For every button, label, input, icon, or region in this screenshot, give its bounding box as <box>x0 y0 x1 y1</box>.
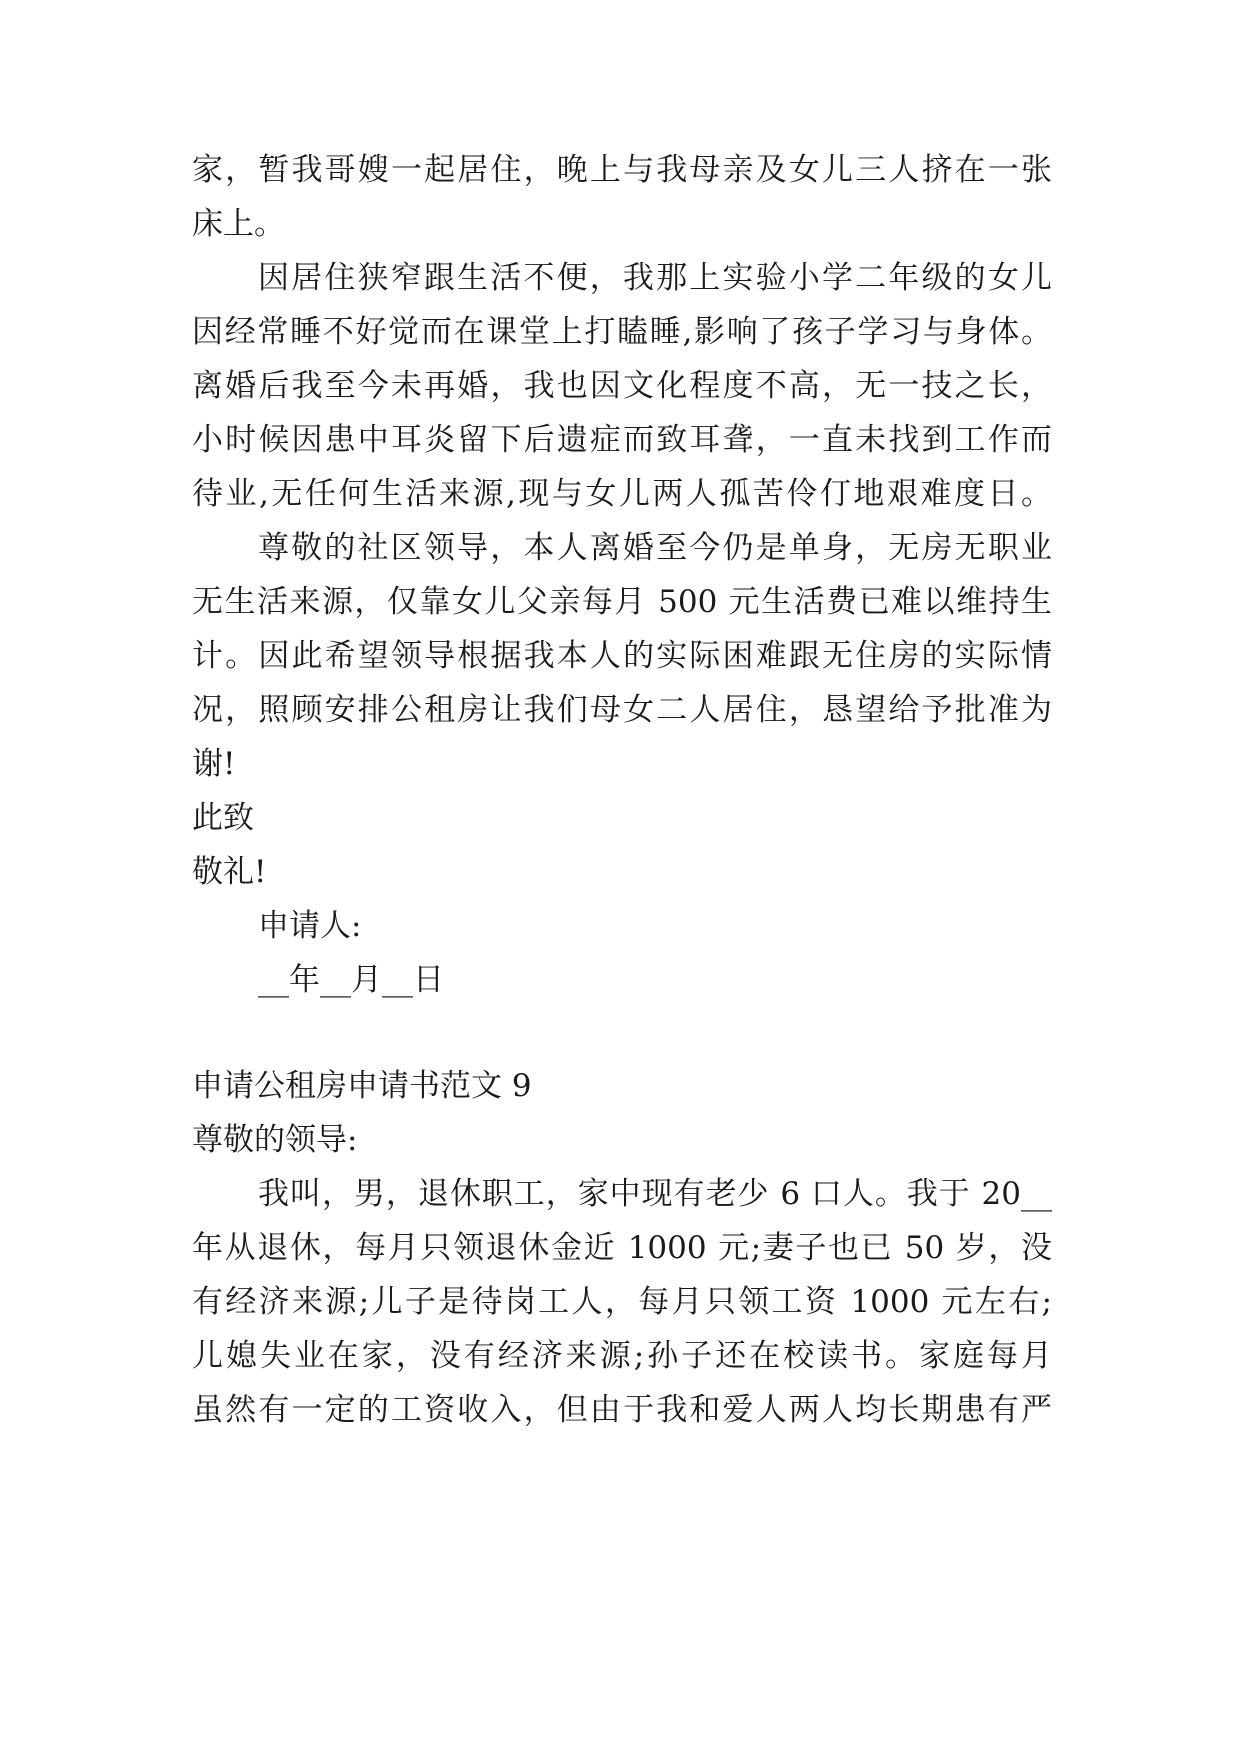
body-line: 待业,无任何生活来源,现与女儿两人孤苦伶仃地艰难度日。 <box>192 476 1052 512</box>
body-line: 虽然有一定的工资收入，但由于我和爱人两人均长期患有严 <box>192 1392 1052 1428</box>
closing-salutation: 此致 <box>192 800 254 836</box>
closing-regards: 敬礼! <box>192 854 267 890</box>
letter-greeting: 尊敬的领导: <box>192 1122 358 1158</box>
body-line: 离婚后我至今未再婚，我也因文化程度不高，无一技之长， <box>192 368 1052 404</box>
date-line: __年__月__日 <box>258 962 444 998</box>
body-line: 因经常睡不好觉而在课堂上打瞌睡,影响了孩子学习与身体。 <box>192 314 1052 350</box>
body-line: 计。因此希望领导根据我本人的实际困难跟无住房的实际情 <box>192 638 1052 674</box>
paragraph-first-line: 我叫，男，退休职工，家中现有老少 6 口人。我于 20__ <box>258 1176 1052 1212</box>
paragraph-first-line: 尊敬的社区领导，本人离婚至今仍是单身，无房无职业 <box>258 530 1052 566</box>
body-line: 无生活来源，仅靠女儿父亲每月 500 元生活费已难以维持生 <box>192 584 1052 620</box>
body-line: 有经济来源;儿子是待岗工人，每月只领工资 1000 元左右; <box>192 1284 1052 1320</box>
section-title: 申请公租房申请书范文 9 <box>192 1068 532 1104</box>
body-line: 床上。 <box>192 206 285 242</box>
body-line: 小时候因患中耳炎留下后遗症而致耳聋，一直未找到工作而 <box>192 422 1052 458</box>
body-line: 谢! <box>192 746 236 782</box>
applicant-label: 申请人: <box>258 908 362 944</box>
body-line: 儿媳失业在家，没有经济来源;孙子还在校读书。家庭每月 <box>192 1338 1052 1374</box>
body-line: 况，照顾安排公租房让我们母女二人居住，恳望给予批准为 <box>192 692 1052 728</box>
paragraph-first-line: 因居住狭窄跟生活不便，我那上实验小学二年级的女儿 <box>258 260 1052 296</box>
body-line: 年从退休，每月只领退休金近 1000 元;妻子也已 50 岁，没 <box>192 1230 1052 1266</box>
body-line: 家，暂我哥嫂一起居住，晚上与我母亲及女儿三人挤在一张 <box>192 152 1052 188</box>
